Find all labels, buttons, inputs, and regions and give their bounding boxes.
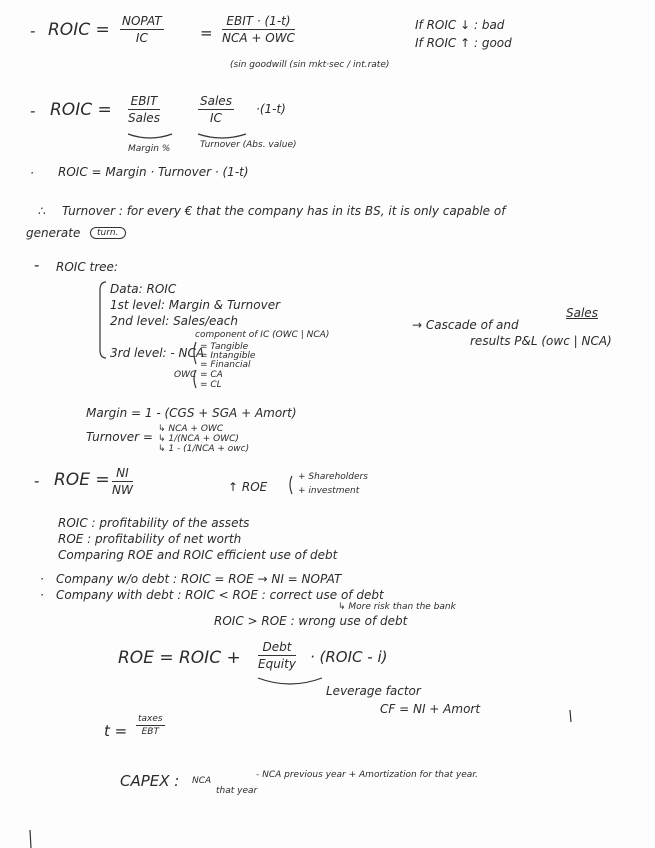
denominator: Equity xyxy=(258,657,296,671)
tree-level2: 2nd level: Sales/each xyxy=(110,314,238,328)
def-roe: ROE : profitability of net worth xyxy=(58,532,242,546)
numerator: EBIT · (1-t) xyxy=(222,14,295,30)
roe-arrow: ↑ ROE xyxy=(228,480,268,494)
capex-rest: - NCA previous year + Amortization for that year. xyxy=(256,770,479,780)
denominator: NW xyxy=(112,483,133,497)
roe-brace xyxy=(290,476,292,494)
leverage-lhs: ROE = ROIC + xyxy=(118,648,241,668)
numerator: EBIT xyxy=(128,94,160,110)
roic-margin-turnover: ROIC = Margin · Turnover · (1-t) xyxy=(58,165,249,179)
numerator: Debt xyxy=(258,640,296,656)
tree-level3: 3rd level: - NCA xyxy=(110,346,205,360)
owc-ca: = CA xyxy=(200,370,223,380)
turnover-line2: ↳ 1/(NCA + OWC) xyxy=(158,434,239,444)
numerator: NI xyxy=(112,466,133,482)
tax-lhs: t = xyxy=(104,722,128,740)
roic-label: ROIC = xyxy=(50,100,112,120)
roic-label: ROIC = xyxy=(48,20,110,40)
turnover-definition-line1: Turnover : for every € that the company has in its BS, it is only capable of xyxy=(62,204,506,218)
capex-label: CAPEX : xyxy=(120,772,180,790)
roic-tree-title: ROIC tree: xyxy=(56,260,118,274)
margin-formula: Margin = 1 - (CGS + SGA + Amort) xyxy=(86,406,297,420)
underbrace-margin xyxy=(128,134,172,138)
nca-financial: = Financial xyxy=(200,360,251,370)
bullet: · xyxy=(40,588,44,602)
plus-shareholders: + Shareholders xyxy=(298,472,368,482)
cascade-sales: Sales xyxy=(566,306,598,320)
if-roic-up: If ROIC ↑ : good xyxy=(415,36,512,50)
goodwill-note: (sin goodwill (sin mkt·sec / int.rate) xyxy=(230,60,390,70)
owc-brace xyxy=(194,370,196,388)
turnover-note: Turnover (Abs. value) xyxy=(200,140,297,150)
dash: - xyxy=(34,472,40,490)
bullet: · xyxy=(30,166,34,180)
company-with-debt: Company with debt : ROIC < ROE : correct use of debt xyxy=(56,588,384,602)
leverage-underbrace xyxy=(258,678,322,684)
tree-data: Data: ROIC xyxy=(110,282,177,296)
turnover-line3: ↳ 1 - (1/NCA + owc) xyxy=(158,444,250,454)
results-pl: results P&L (owc | NCA) xyxy=(470,334,612,348)
cf-formula: CF = NI + Amort xyxy=(380,702,481,716)
one-minus-t: ·(1-t) xyxy=(256,102,286,116)
denominator: EBT xyxy=(141,727,159,737)
nca-intangible: = Intangible xyxy=(200,351,256,361)
denominator: IC xyxy=(210,111,222,125)
nca-brace xyxy=(194,342,196,364)
owc-cl: = CL xyxy=(200,380,222,390)
denominator: Sales xyxy=(128,111,160,125)
roe-label: ROE = xyxy=(54,470,110,490)
dash: - xyxy=(30,102,36,120)
turnover-line1: ↳ NCA + OWC xyxy=(158,424,224,434)
owc-label: OWC xyxy=(174,370,197,380)
equals: = xyxy=(200,24,213,42)
tick-mark xyxy=(570,710,571,722)
capex-nca: NCA xyxy=(192,776,212,786)
turnover-formula: Turnover = xyxy=(86,430,153,444)
margin-note: Margin % xyxy=(128,144,171,154)
dash: - xyxy=(30,22,36,40)
def-roic: ROIC : profitability of the assets xyxy=(58,516,250,530)
more-risk-than-bank: ↳ More risk than the bank xyxy=(338,602,456,612)
turnover-definition-line2: generate xyxy=(26,226,81,240)
circled-turn: turn. xyxy=(90,227,126,239)
bullet: · xyxy=(40,572,44,586)
tree-level2-component: component of IC (OWC | NCA) xyxy=(195,330,330,340)
margin-mark xyxy=(30,830,31,848)
underbrace-turnover xyxy=(198,134,246,138)
numerator: taxes xyxy=(138,714,163,724)
dash: - xyxy=(34,256,40,274)
nca-tangible: = Tangible xyxy=(200,342,249,352)
denominator: IC xyxy=(135,31,148,45)
leverage-tail: · (ROIC - i) xyxy=(310,648,388,666)
leverage-factor-label: Leverage factor xyxy=(326,684,421,698)
def-compare: Comparing ROE and ROIC efficient use of debt xyxy=(58,548,338,562)
tree-bracket xyxy=(100,282,106,358)
company-no-debt: Company w/o debt : ROIC = ROE → NI = NOPAT xyxy=(56,572,342,586)
therefore-symbol: ∴ xyxy=(38,204,46,218)
numerator: Sales xyxy=(200,94,232,108)
numerator: NOPAT xyxy=(122,14,162,28)
if-roic-down: If ROIC ↓ : bad xyxy=(415,18,505,32)
denominator: NCA + OWC xyxy=(222,31,295,45)
roic-greater-roe: ROIC > ROE : wrong use of debt xyxy=(214,614,408,628)
plus-investment: + investment xyxy=(298,486,360,496)
tree-level1: 1st level: Margin & Turnover xyxy=(110,298,281,312)
cascade-text: → Cascade of and xyxy=(412,318,519,332)
capex-that-year: that year xyxy=(216,786,258,796)
